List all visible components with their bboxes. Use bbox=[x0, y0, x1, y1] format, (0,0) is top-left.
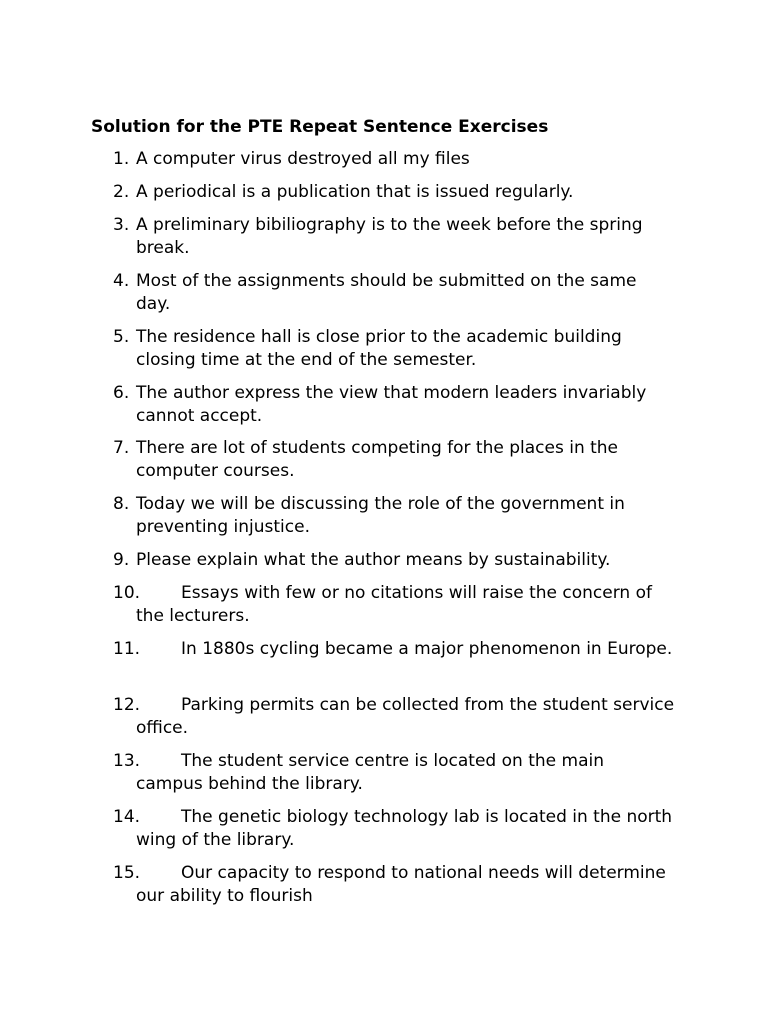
item-text: Today we will be discussing the role of the government in preventing injustice. bbox=[136, 494, 625, 537]
item-text: The author express the view that modern leaders invariably cannot accept. bbox=[136, 383, 647, 426]
item-text: The residence hall is close prior to the academic building closing time at the end of the semester. bbox=[136, 327, 622, 370]
item-number: 14. bbox=[113, 807, 141, 827]
item-text: Our capacity to respond to national needs will determine our ability to flourish bbox=[136, 863, 666, 906]
item-text: The student service centre is located on the main campus behind the library. bbox=[136, 751, 604, 794]
item-number: 2. bbox=[113, 182, 130, 202]
item-number: 4. bbox=[113, 271, 130, 291]
document-title: Solution for the PTE Repeat Sentence Exercises bbox=[91, 117, 549, 137]
item-number: 5. bbox=[113, 327, 130, 347]
item-text: A computer virus destroyed all my files bbox=[136, 149, 470, 169]
item-number: 11. bbox=[113, 639, 141, 659]
item-text: Please explain what the author means by sustainability. bbox=[136, 550, 611, 570]
item-text: A preliminary bibiliography is to the week before the spring break. bbox=[136, 215, 643, 258]
item-text: There are lot of students competing for the places in the computer courses. bbox=[136, 438, 619, 481]
item-number: 7. bbox=[113, 438, 130, 458]
item-number: 9. bbox=[113, 550, 130, 570]
item-text: A periodical is a publication that is issued regularly. bbox=[136, 182, 574, 202]
item-text: In 1880s cycling became a major phenomenon in Europe. bbox=[181, 639, 673, 659]
item-number: 1. bbox=[113, 149, 130, 169]
item-number: 10. bbox=[113, 583, 141, 603]
item-number: 13. bbox=[113, 751, 141, 771]
item-text: The genetic biology technology lab is located in the north wing of the library. bbox=[136, 807, 673, 850]
item-text: Most of the assignments should be submitted on the same day. bbox=[136, 271, 637, 314]
item-text: Parking permits can be collected from the student service office. bbox=[136, 695, 675, 738]
item-number: 6. bbox=[113, 383, 130, 403]
item-number: 15. bbox=[113, 863, 141, 883]
item-number: 8. bbox=[113, 494, 130, 514]
item-text: Essays with few or no citations will raise the concern of the lecturers. bbox=[136, 583, 652, 626]
item-number: 12. bbox=[113, 695, 141, 715]
item-number: 3. bbox=[113, 215, 130, 235]
